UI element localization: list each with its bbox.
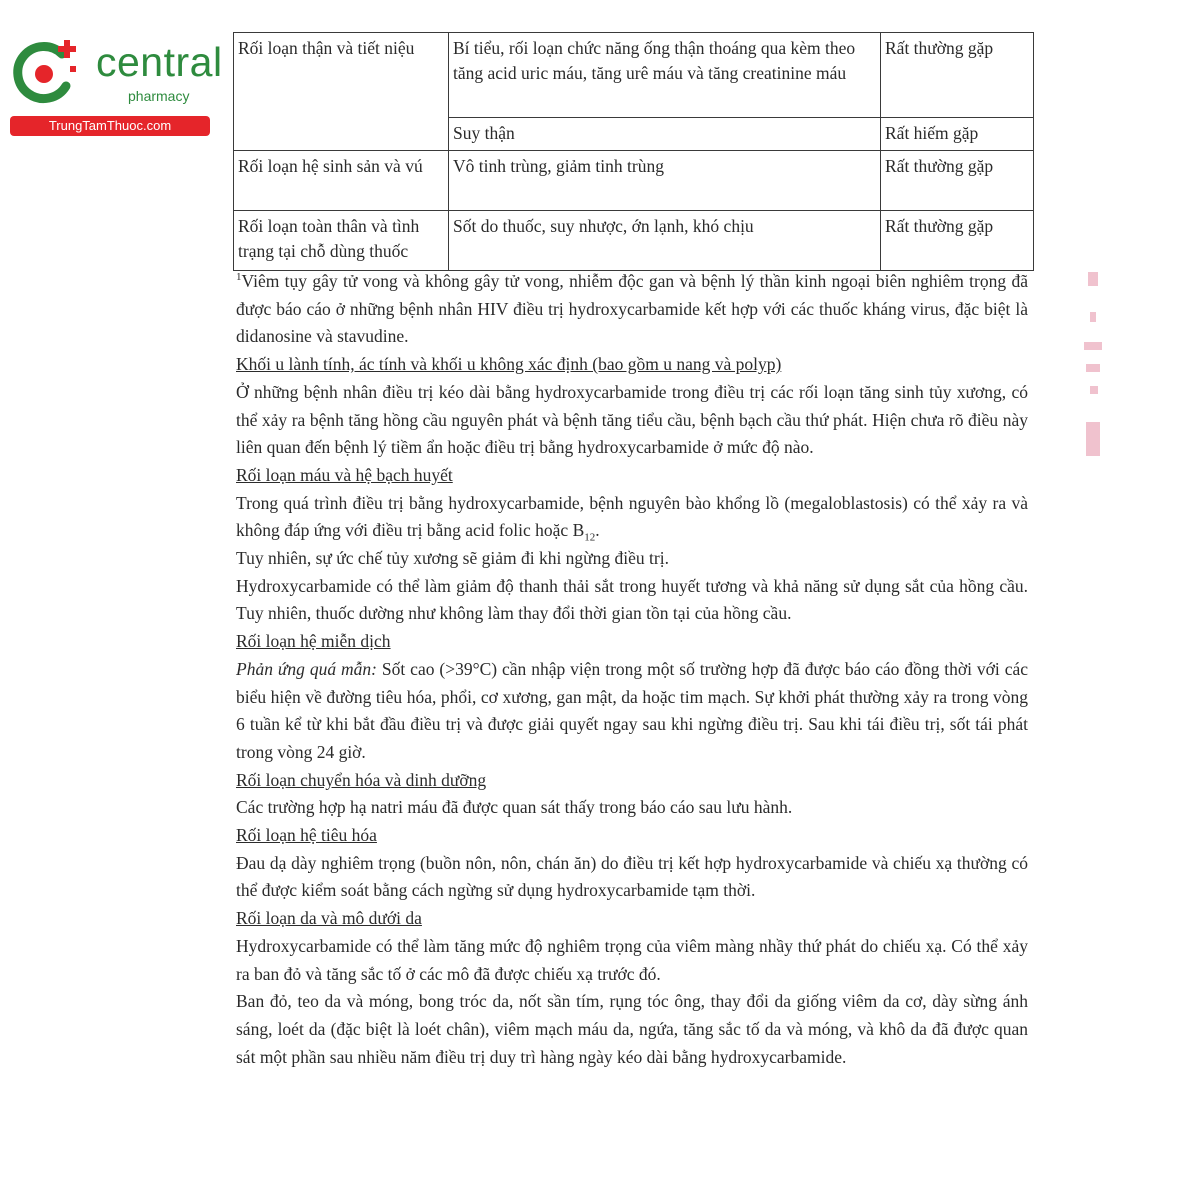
footnote-text: Viêm tụy gây tử vong và không gây tử vong, nhiễm độc gan và bệnh lý thần kinh ngoại biên nghiêm trọng đã được báo cáo ở những bệnh nhân HIV điều trị hydroxycarbamide kết hợp với các thuốc kháng virus, đặc biệt là didanosine và stavudine. <box>236 271 1028 347</box>
reaction-cell: Vô tinh trùng, giảm tinh trùng <box>449 151 881 211</box>
paragraph: Ban đỏ, teo da và móng, bong tróc da, nốt sần tím, rụng tóc ông, thay đổi da giống viêm da cơ, dày sừng ánh sáng, loét da (đặc biệt là loét chân), viêm mạch máu da, ngứa, tăng sắc tố da và móng, và khô da đã được quan sát một phần sau nhiều năm điều trị duy trì hàng ngày kéo dài bằng hydroxycarbamide. <box>236 991 1028 1067</box>
paragraph: Hydroxycarbamide có thể làm tăng mức độ nghiêm trọng của viêm màng nhầy thứ phát do chiếu xạ. Có thể xảy ra ban đỏ và tăng sắc tố ở các mô đã được chiếu xạ trước đó. <box>236 935 1028 984</box>
paragraph: Các trường hợp hạ natri máu đã được quan sát thấy trong báo cáo sau lưu hành. <box>236 797 793 818</box>
paragraph-end: . <box>595 520 600 541</box>
brand-logo <box>10 36 223 136</box>
section-heading-skin: Rối loạn da và mô dưới da <box>236 908 422 929</box>
section-heading-immune: Rối loạn hệ miễn dịch <box>236 631 391 652</box>
paragraph <box>236 656 1028 767</box>
paragraph: Ở những bệnh nhân điều trị kéo dài bằng hydroxycarbamide trong điều trị các rối loạn tăng sinh tủy xương, có thể xảy ra bệnh tăng hồng cầu nguyên phát và bệnh tăng tiểu cầu, bệnh bạch cầu thứ phát. Hiện chưa rõ điều này liên quan đến bệnh lý tiềm ẩn hoặc điều trị bằng hydroxycarbamide ở mức độ nào. <box>236 381 1028 458</box>
adverse-reaction-table <box>233 32 1034 271</box>
footnote-marker: 1 <box>236 271 242 284</box>
table-row <box>234 151 1034 211</box>
document-body <box>236 268 1028 1071</box>
section-heading-blood: Rối loạn máu và hệ bạch huyết <box>236 464 453 485</box>
footnote <box>236 268 1028 351</box>
paragraph: Đau dạ dày nghiêm trọng (buồn nôn, nôn, chán ăn) do điều trị kết hợp hydroxycarbamide và chiếu xạ thường có thể được kiểm soát bằng cách ngừng sử dụng hydroxycarbamide tạm thời. <box>236 852 1028 901</box>
frequency-cell: Rất thường gặp <box>881 151 1034 211</box>
organ-cell: Rối loạn hệ sinh sản và vú <box>234 151 449 211</box>
paragraph: Hydroxycarbamide có thể làm giảm độ thanh thải sắt trong huyết tương và khả năng sử dụng sắt của hồng cầu. Tuy nhiên, thuốc dường như không làm thay đổi thời gian tồn tại của hồng cầu. <box>236 575 1028 624</box>
hypersensitivity-label: Phản ứng quá mẫn: <box>236 658 377 679</box>
logo-subtitle: pharmacy <box>128 88 190 104</box>
table-row <box>234 33 1034 118</box>
paragraph-text: Sốt cao (>39°C) cần nhập viện trong một số trường hợp đã được báo cáo đồng thời với các biểu hiện về đường tiêu hóa, phổi, cơ xương, gan mật, da hoặc tim mạch. Sự khởi phát thường xảy ra trong vòng 6 tuần kể từ khi bắt đầu điều trị và được giải quyết ngay sau khi ngừng điều trị. Sau khi tái điều trị, sốt tái phát trong vòng 24 giờ. <box>236 658 1028 762</box>
stamp-icon <box>1078 272 1108 462</box>
margin-stamp-mark <box>1078 272 1108 467</box>
section-heading-gi: Rối loạn hệ tiêu hóa <box>236 825 377 846</box>
frequency-cell: Rất hiếm gặp <box>881 118 1034 151</box>
organ-cell: Rối loạn thận và tiết niệu <box>234 33 449 151</box>
organ-cell: Rối loạn toàn thân và tình trạng tại chỗ dùng thuốc <box>234 211 449 271</box>
frequency-cell: Rất thường gặp <box>881 211 1034 271</box>
paragraph: Tuy nhiên, sự ức chế tủy xương sẽ giảm đi khi ngừng điều trị. <box>236 548 669 569</box>
paragraph <box>236 490 1028 545</box>
reaction-cell: Bí tiểu, rối loạn chức năng ống thận thoáng qua kèm theo tăng acid uric máu, tăng urê máu và tăng creatinine máu <box>449 33 881 118</box>
subscript: 12 <box>584 531 596 544</box>
paragraph-text: Trong quá trình điều trị bằng hydroxycarbamide, bệnh nguyên bào khổng lồ (megaloblastosis) có thể xảy ra và không đáp ứng với điều trị bằng acid folic hoặc B <box>236 492 1028 541</box>
reaction-cell: Suy thận <box>449 118 881 151</box>
reaction-cell: Sốt do thuốc, suy nhược, ớn lạnh, khó chịu <box>449 211 881 271</box>
table-row <box>234 211 1034 271</box>
section-heading-metabolism: Rối loạn chuyển hóa và dinh dưỡng <box>236 769 487 790</box>
logo-site-banner: TrungTamThuoc.com <box>10 116 210 136</box>
frequency-cell: Rất thường gặp <box>881 33 1034 118</box>
section-heading-neoplasm: Khối u lành tính, ác tính và khối u không xác định (bao gồm u nang và polyp) <box>236 354 782 375</box>
logo-wordmark: central <box>96 39 223 85</box>
central-logo-icon <box>10 36 82 108</box>
